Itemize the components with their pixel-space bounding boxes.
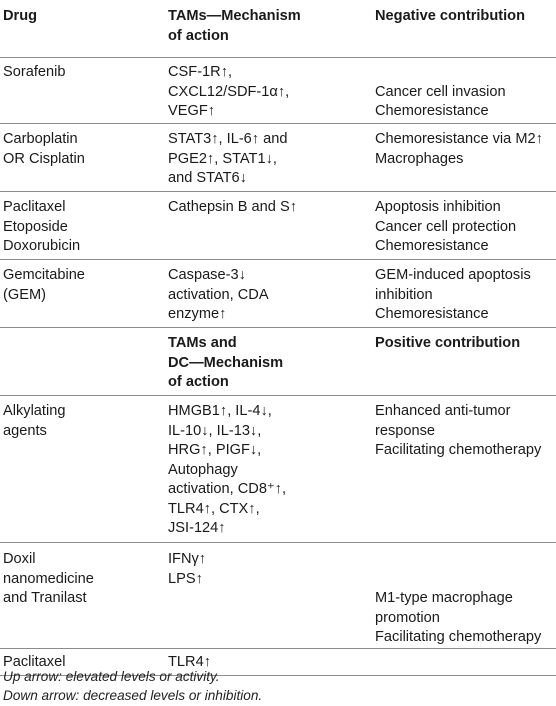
- cell-text: IFNγ↑: [168, 551, 207, 567]
- cell-text: Doxil: [3, 551, 36, 567]
- table-row: [0, 58, 556, 123]
- cell-text: TLR4↑: [168, 654, 211, 670]
- cell-text: Apoptosis inhibition: [375, 199, 501, 215]
- subheader-contribution: [375, 334, 553, 354]
- cell-text: Carboplatin: [3, 131, 78, 147]
- table-row: [0, 191, 556, 259]
- cell-text: Cancer cell protection: [375, 218, 517, 235]
- header-text: Positive contribution: [375, 335, 521, 351]
- cell-text: JSI-124↑: [168, 520, 226, 536]
- contribution-cell: [375, 130, 553, 169]
- table-row: [0, 123, 556, 191]
- cell-text: Paclitaxel: [3, 199, 66, 215]
- table-subheader: [0, 327, 556, 395]
- cell-text: HRG↑, PIGF↓,: [168, 442, 262, 458]
- cell-text: response: [375, 422, 436, 439]
- table-row: [0, 259, 556, 327]
- cell-text: Etoposide: [3, 218, 68, 235]
- contribution-cell: [375, 63, 553, 122]
- cell-text: STAT3↑, IL-6↑ and: [168, 131, 288, 147]
- mechanism-cell: [168, 198, 358, 218]
- cell-text: Chemoresistance via M2↑: [375, 131, 543, 147]
- mechanism-cell: [168, 266, 358, 325]
- drug-cell: [3, 550, 153, 609]
- header-text: Negative contribution: [375, 8, 525, 24]
- header-text: TAMs and: [168, 335, 237, 351]
- cell-text: LPS↑: [168, 570, 203, 587]
- contribution-cell: [375, 266, 553, 325]
- cell-text: [375, 550, 553, 570]
- mechanism-cell: [168, 550, 358, 589]
- mechanism-cell: [168, 130, 358, 189]
- cell-text: [375, 63, 553, 83]
- header-text: of action: [168, 27, 229, 44]
- cell-text: and Tranilast: [3, 590, 87, 606]
- cell-text: inhibition: [375, 286, 433, 303]
- mechanism-cell: [168, 402, 358, 539]
- mechanism-cell: [168, 63, 358, 122]
- footnote: Up arrow: elevated levels or activity.: [3, 669, 220, 684]
- cell-text: activation, CD8⁺↑,: [168, 481, 287, 497]
- cell-text: nanomedicine: [3, 570, 94, 587]
- cell-text: HMGB1↑, IL-4↓,: [168, 403, 272, 419]
- cell-text: Gemcitabine: [3, 267, 85, 283]
- header-text: of action: [168, 374, 229, 390]
- cell-text: IL-10↓, IL-13↓,: [168, 422, 262, 439]
- cell-text: CXCL12/SDF-1α↑,: [168, 83, 290, 100]
- header-text: DC—Mechanism: [168, 354, 284, 371]
- footnote: Down arrow: decreased levels or inhibition.: [3, 688, 263, 703]
- cell-text: enzyme↑: [168, 306, 227, 322]
- cell-text: OR Cisplatin: [3, 150, 85, 167]
- drug-cell: [3, 63, 153, 83]
- cell-text: Chemoresistance: [375, 103, 489, 119]
- cell-text: VEGF↑: [168, 103, 216, 119]
- header-text: TAMs—Mechanism: [168, 8, 301, 24]
- cell-text: Facilitating chemotherapy: [375, 442, 542, 458]
- cell-text: TLR4↑, CTX↑,: [168, 500, 260, 517]
- table-header: [0, 0, 556, 58]
- cell-text: and STAT6↓: [168, 170, 247, 186]
- contribution-cell: [375, 402, 553, 461]
- cell-text: Chemoresistance: [375, 238, 489, 254]
- drug-cell: [3, 402, 153, 441]
- cell-text: GEM-induced apoptosis: [375, 267, 531, 283]
- cell-text: CSF-1R↑,: [168, 64, 233, 80]
- cell-text: Cathepsin B and S↑: [168, 199, 297, 215]
- drug-cell: [3, 198, 153, 257]
- table-row: [0, 395, 556, 542]
- cell-text: agents: [3, 422, 47, 439]
- cell-text: Macrophages: [375, 150, 464, 167]
- cell-text: (GEM): [3, 286, 46, 303]
- table-row: [0, 542, 556, 648]
- cell-text: activation, CDA: [168, 286, 269, 303]
- cell-text: M1-type macrophage: [375, 590, 513, 606]
- header-contribution: [375, 7, 553, 27]
- cell-text: promotion: [375, 609, 440, 626]
- cell-text: Enhanced anti-tumor: [375, 403, 511, 419]
- cell-text: Alkylating: [3, 403, 66, 419]
- cell-text: Autophagy: [168, 461, 238, 478]
- drug-cell: [3, 266, 153, 305]
- contribution-cell: [375, 198, 553, 257]
- cell-text: Doxorubicin: [3, 238, 81, 254]
- cell-text: Chemoresistance: [375, 306, 489, 322]
- cell-text: [375, 570, 553, 590]
- cell-text: Sorafenib: [3, 64, 66, 80]
- cell-text: Cancer cell invasion: [375, 83, 506, 100]
- cell-text: Facilitating chemotherapy: [375, 629, 542, 645]
- subheader-mechanism: [168, 334, 358, 393]
- drug-cell: [3, 130, 153, 169]
- header-text: Drug: [3, 8, 38, 24]
- header-mechanism: [168, 7, 358, 46]
- cell-text: Paclitaxel: [3, 654, 66, 670]
- cell-text: PGE2↑, STAT1↓,: [168, 150, 277, 167]
- header-drug: [3, 7, 153, 27]
- cell-text: Caspase-3↓: [168, 267, 246, 283]
- contribution-cell: [375, 550, 553, 648]
